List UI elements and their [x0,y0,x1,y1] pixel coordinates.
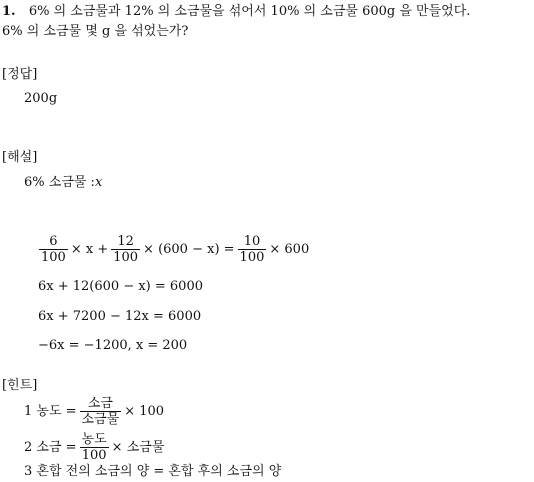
answer-label: [정답] [2,67,38,82]
hint-1 [24,396,164,427]
fraction-numerator: 12 [117,234,134,249]
problem-number: 1. [2,4,16,19]
equation-term: × x + [70,242,109,257]
fraction-denominator: 100 [41,250,66,265]
hint-2-fraction [80,432,109,463]
variable-definition-text: 6% 소금물 : [24,175,95,190]
hint-2-suffix: × 소금물 [111,439,165,455]
variable-symbol: x [94,175,103,190]
hint-2-prefix: 2 소금 = [24,439,77,455]
equation-1 [36,234,309,265]
hint-1-suffix: × 100 [124,403,165,419]
hint-1-fraction [80,396,122,427]
problem-line-1 [2,4,470,20]
fraction-denominator: 100 [113,250,139,265]
hint-3: 3 혼합 전의 소금의 양 = 혼합 후의 소금의 양 [24,464,282,479]
hint-2 [24,432,164,463]
fraction-numerator: 소금 [87,396,113,411]
explanation-label: [해설] [2,150,38,165]
problem-line-2: 6% 의 소금물 몇 g 을 섞었는가? [2,24,189,39]
equation-term: × (600 − x) = [143,242,235,257]
fraction-denominator: 100 [239,250,265,265]
fraction-6-100 [39,234,68,265]
fraction-numerator: 6 [49,234,58,249]
fraction-denominator: 100 [81,448,107,463]
equation-2: 6x + 12(600 − x) = 6000 [38,279,203,294]
fraction-denominator: 소금물 [81,412,120,427]
fraction-12-100 [111,234,140,265]
hint-1-prefix: 1 농도 = [24,403,77,419]
fraction-10-100 [238,234,267,265]
fraction-numerator: 농도 [81,432,107,447]
answer-value: 200g [24,91,58,106]
equation-3: 6x + 7200 − 12x = 6000 [38,309,202,324]
problem-text-1: 6% 의 소금물과 12% 의 소금물을 섞어서 10% 의 소금물 600g 을 만들었다. [28,4,471,19]
hint-label: [힌트] [2,378,38,393]
equation-4: −6x = −1200, x = 200 [38,338,188,353]
fraction-numerator: 10 [243,234,261,249]
variable-definition [24,175,102,191]
equation-term: × 600 [269,242,310,257]
